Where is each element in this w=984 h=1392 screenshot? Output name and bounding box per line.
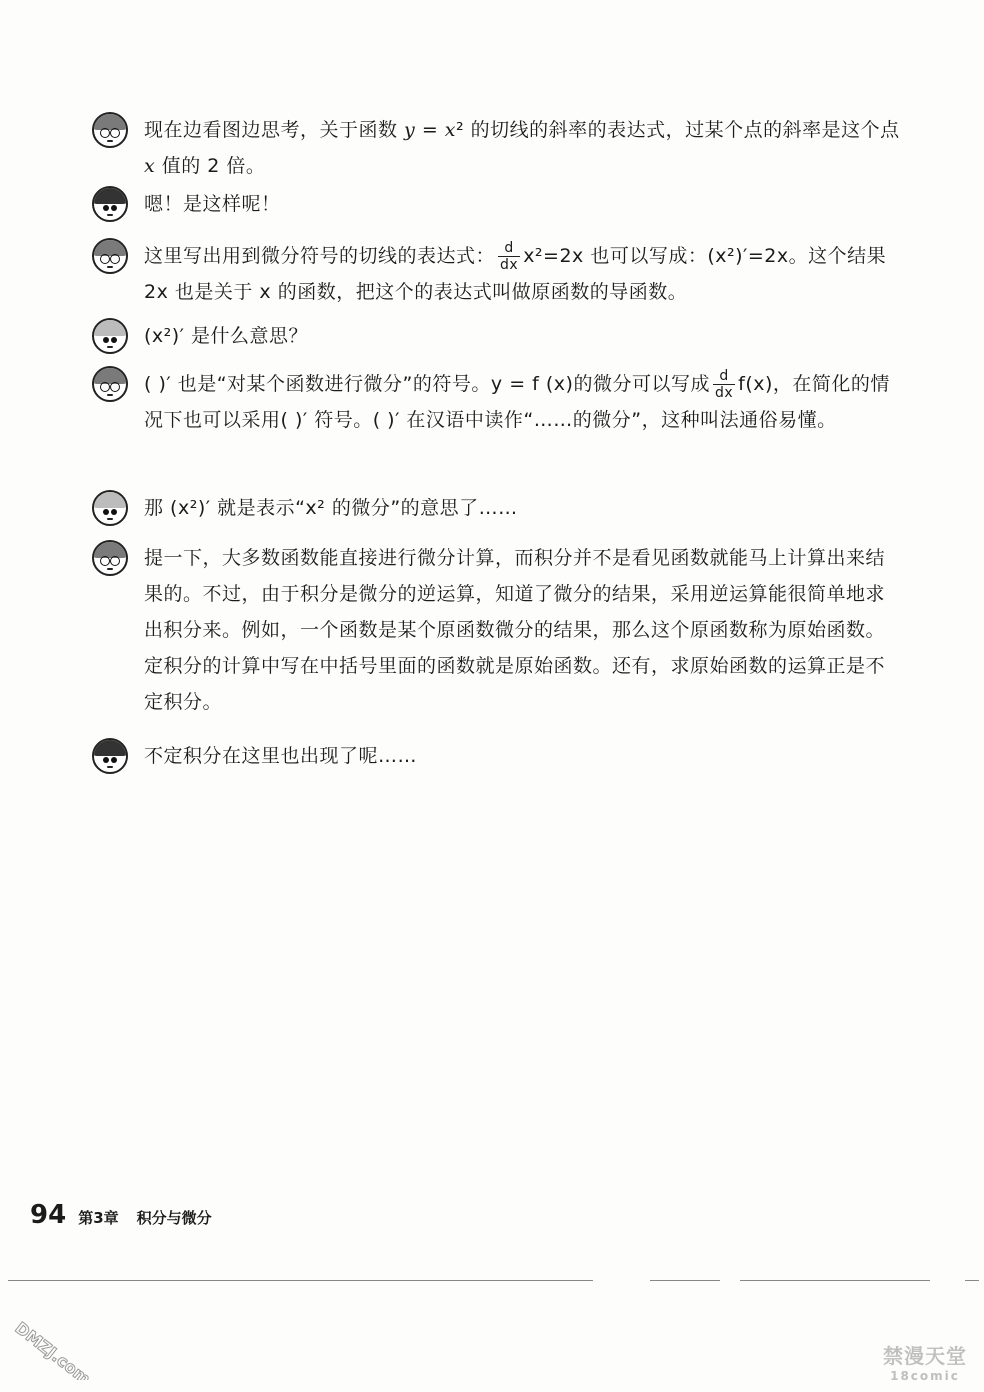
dialog-text: 现在边看图边思考，关于函数 y = x² 的切线的斜率的表达式，过某个点的斜率是这个点 x 值的 2 倍。 — [144, 119, 900, 177]
page-footer — [30, 1200, 212, 1230]
chapter-label: 第3章 — [78, 1209, 119, 1227]
scan-rule — [965, 1280, 979, 1281]
dialog-4 — [92, 318, 902, 354]
scan-rule — [740, 1280, 930, 1281]
scan-rule — [650, 1280, 720, 1281]
avatar-dark-hair-girl — [92, 186, 128, 222]
dialog-text: 那 (x²)′ 就是表示“x² 的微分”的意思了…… — [144, 497, 518, 519]
dialog-2 — [92, 186, 902, 222]
derivative-fraction: $\frac{d}{dx}$ — [714, 368, 734, 401]
avatar-light-hair-girl — [92, 490, 128, 526]
derivative-fraction: $\frac{d}{dx}$ — [500, 240, 519, 273]
dialog-text: 这里写出用到微分符号的切线的表达式： $\frac{d}{dx}$ x²=2x 也可以写成：(x²)′=2x。这个结果 2x 也是关于 x 的函数，把这个的表达式叫做原函数的导函数。 — [144, 240, 887, 303]
page-number: 94 — [30, 1200, 67, 1230]
dialog-5 — [92, 366, 902, 438]
avatar-glasses-girl — [92, 540, 128, 576]
dialog-text: (x²)′ 是什么意思？ — [144, 325, 309, 347]
dialog-1 — [92, 112, 902, 184]
dialog-text: 嗯！是这样呢！ — [144, 193, 281, 215]
scan-rule — [8, 1280, 593, 1281]
avatar-glasses-girl — [92, 366, 128, 402]
dialog-7 — [92, 540, 902, 720]
dialog-6 — [92, 490, 902, 526]
dialog-3 — [92, 238, 902, 310]
avatar-glasses-girl — [92, 112, 128, 148]
avatar-dark-hair-girl — [92, 738, 128, 774]
avatar-glasses-girl — [92, 238, 128, 274]
watermark-logo-right: 禁漫天堂 18comic — [883, 1344, 967, 1383]
watermark-logo-left — [6, 1300, 106, 1380]
dialog-text: ( )′ 也是“对某个函数进行微分”的符号。y = f (x)的微分可以写成 $\frac{d}{dx}$ f(x)，在简化的情况下也可以采用( )′ 符号。( )′ 在汉语中读作“……的微分”，这种叫法通俗易懂。 — [144, 368, 890, 431]
avatar-light-hair-girl — [92, 318, 128, 354]
chapter-title: 积分与微分 — [136, 1209, 212, 1227]
dialog-8 — [92, 738, 902, 774]
dialog-text: 不定积分在这里也出现了呢…… — [144, 745, 418, 767]
svg-text:DMZJ.com: DMZJ.com — [11, 1318, 95, 1380]
dialog-text: 提一下，大多数函数能直接进行微分计算，而积分并不是看见函数就能马上计算出来结果的。不过，由于积分是微分的逆运算，知道了微分的结果，采用逆运算能很简单地求出积分来。例如，一个函数是某个原函数微分的结果，那么这个原函数称为原始函数。定积分的计算中写在中括号里面的函数就是原始函数。还有，求原始函数的运算正是不定积分。 — [144, 547, 886, 713]
